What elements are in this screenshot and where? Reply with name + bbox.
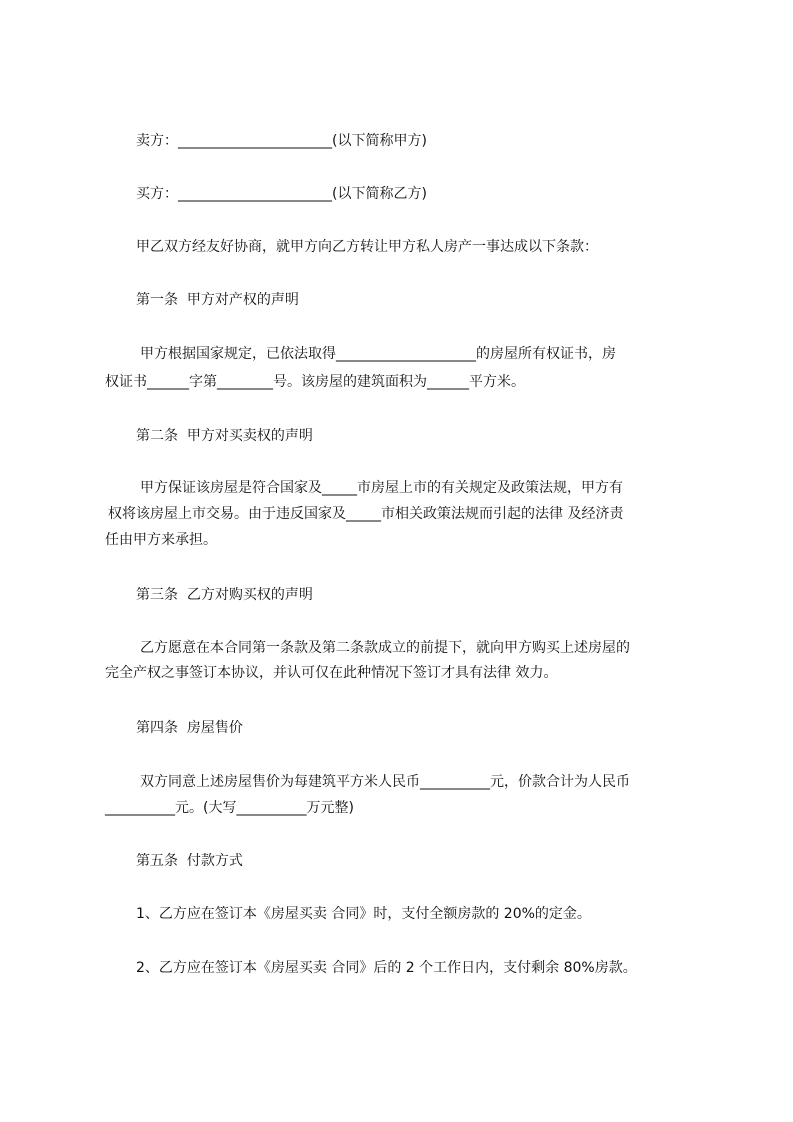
article2-para2: 权将该房屋上市交易。由于违反国家及_____市相关政策法规而引起的法律 及经济责	[108, 506, 624, 522]
intro-line: 甲乙双方经友好协商，就甲方向乙方转让甲方私人房产一事达成以下条款：	[136, 239, 598, 255]
article4-para2: __________元。(大写__________万元整)	[105, 800, 354, 816]
article1-heading: 第一条 甲方对产权的声明	[136, 292, 299, 308]
article1-para1: 甲方根据国家规定，已依法取得____________________的房屋所有权证书，房	[140, 346, 616, 362]
article4-heading: 第四条 房屋售价	[136, 720, 243, 736]
article5-item2: 2、乙方应在签订本《房屋买卖 合同》后的 2 个工作日内，支付剩余 80%房款。	[136, 960, 637, 976]
seller-line: 卖方：______________________(以下简称甲方)	[136, 133, 427, 149]
article5-item1: 1、乙方应在签订本《房屋买卖 合同》时，支付全额房款的 20%的定金。	[136, 906, 591, 922]
article3-para2: 完全产权之事签订本协议，并认可仅在此种情况下签订才具有法律 效力。	[105, 665, 558, 681]
buyer-line: 买方：______________________(以下简称乙方)	[136, 186, 427, 202]
article2-heading: 第二条 甲方对买卖权的声明	[136, 428, 313, 444]
article4-para1: 双方同意上述房屋售价为每建筑平方米人民币__________元，价款合计为人民币	[140, 774, 630, 790]
article2-para1: 甲方保证该房屋是符合国家及_____市房屋上市的有关规定及政策法规，甲方有	[140, 480, 623, 496]
article2-para3: 任由甲方来承担。	[105, 532, 217, 548]
article3-heading: 第三条 乙方对购买权的声明	[136, 587, 313, 603]
article3-para1: 乙方愿意在本合同第一条款及第二条款成立的前提下，就向甲方购买上述房屋的	[140, 640, 630, 656]
article5-heading: 第五条 付款方式	[136, 853, 243, 869]
article1-para2: 权证书______字第________号。该房屋的建筑面积为______平方米。	[105, 374, 525, 390]
